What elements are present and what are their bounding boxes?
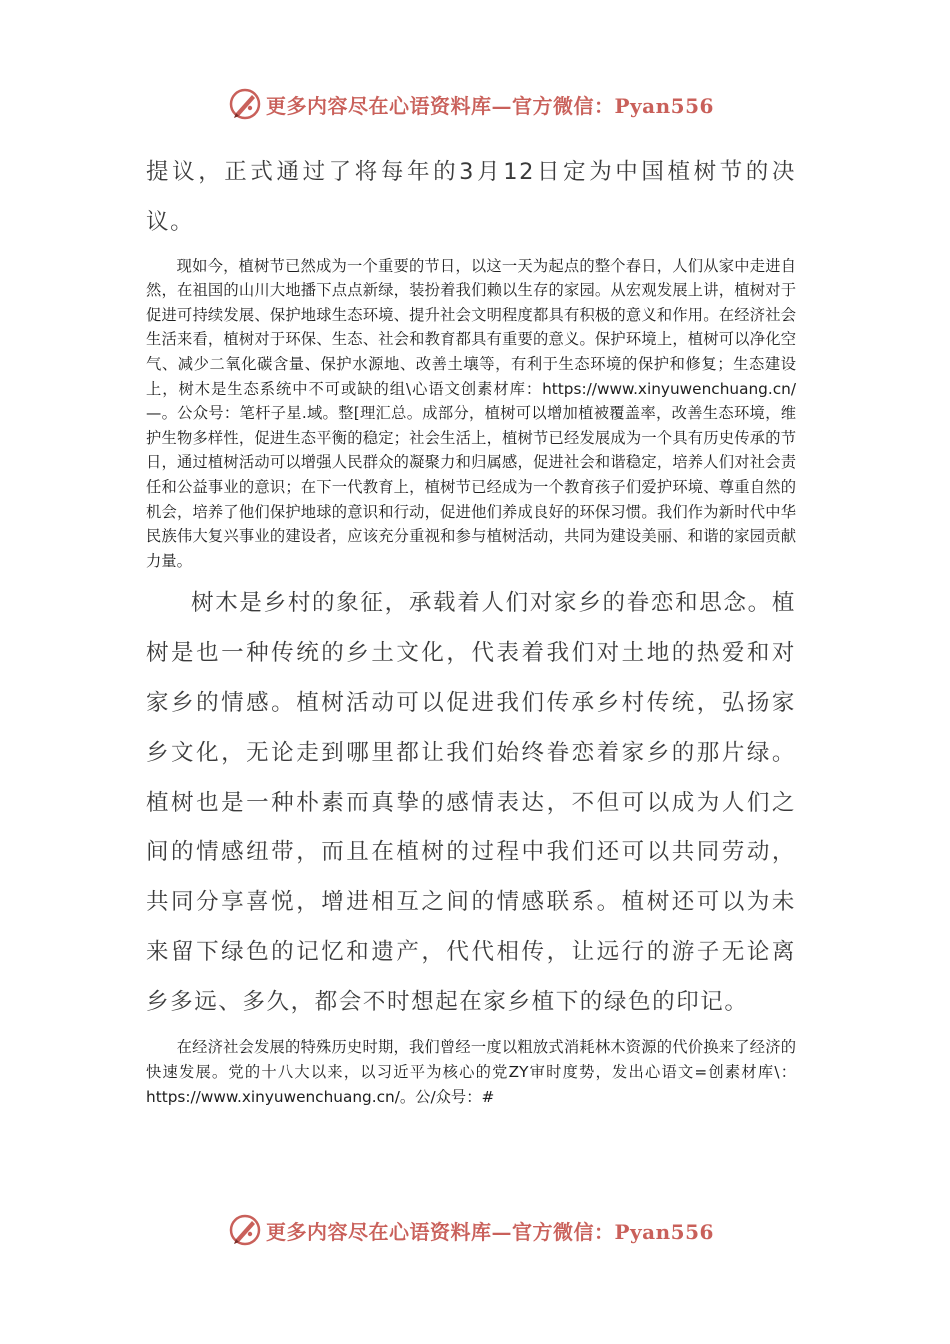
pen-logo-icon (228, 87, 262, 121)
paragraph-2: 现如今，植树节已然成为一个重要的节日，以这一天为起点的整个春日，人们从家中走进自然，在祖国的山川大地播下点点新绿，装扮着我们赖以生存的家园。从宏观发展上讲，植树对于促进可持续发展、保护地球生态环境、提升社会文明程度都具有积极的意义和作用。在经济社会生活来看，植树对于环保、生态、社会和教育都具有重要的意义。保护环境上，植树可以净化空气、减少二氧化碳含量、保护水源地、改善土壤等，有利于生态环境的保护和修复；生态建设上，树木是生态系统中不可或缺的组\心语文创素材库：https://www.xinyuwenchuang.cn/—。公众号：笔杆子星.域。整[理汇总。成部分，植树可以增加植被覆盖率，改善生态环境，维护生物多样性，促进生态平衡的稳定；社会生活上，植树节已经发展成为一个具有历史传承的节日，通过植树活动可以增强人民群众的凝聚力和归属感，促进社会和谐稳定，培养人们对社会责任和公益事业的意识；在下一代教育上，植树节已经成为一个教育孩子们爱护环境、尊重自然的机会，培养了他们保护地球的意识和行动，促进他们养成良好的环保习惯。我们作为新时代中华民族伟大复兴事业的建设者，应该充分重视和参与植树活动，共同为建设美丽、和谐的家园贡献力量。 (146, 256, 796, 570)
footer-banner-text: 更多内容尽在心语资料库—官方微信：Pyan556 (266, 1219, 714, 1244)
paragraph-4: 在经济社会发展的特殊历史时期，我们曾经一度以粗放式消耗林木资源的代价换来了经济的快速发展。党的十八大以来，以习近平为核心的党ZY审时度势，发出心语文=创素材库\：https://www.xinyuwenchuang.cn/。公/众号：# (146, 1038, 796, 1106)
document-body (146, 148, 796, 1109)
pen-logo-icon (228, 1213, 262, 1247)
header-banner (228, 86, 748, 122)
footer-banner (228, 1212, 748, 1248)
paragraph-1: 提议，正式通过了将每年的3月12日定为中国植树节的决议。 (146, 159, 796, 235)
header-banner-text: 更多内容尽在心语资料库—官方微信：Pyan556 (266, 93, 714, 118)
paragraph-3: 树木是乡村的象征，承载着人们对家乡的眷恋和思念。植树是也一种传统的乡土文化，代表着我们对土地的热爱和对家乡的情感。植树活动可以促进我们传承乡村传统，弘扬家乡文化，无论走到哪里都让我们始终眷恋着家乡的那片绿。植树也是一种朴素而真挚的感情表达，不但可以成为人们之间的情感纽带，而且在植树的过程中我们还可以共同劳动，共同分享喜悦，增进相互之间的情感联系。植树还可以为未来留下绿色的记忆和遗产，代代相传，让远行的游子无论离乡多远、多久，都会不时想起在家乡植下的绿色的印记。 (146, 590, 796, 1015)
